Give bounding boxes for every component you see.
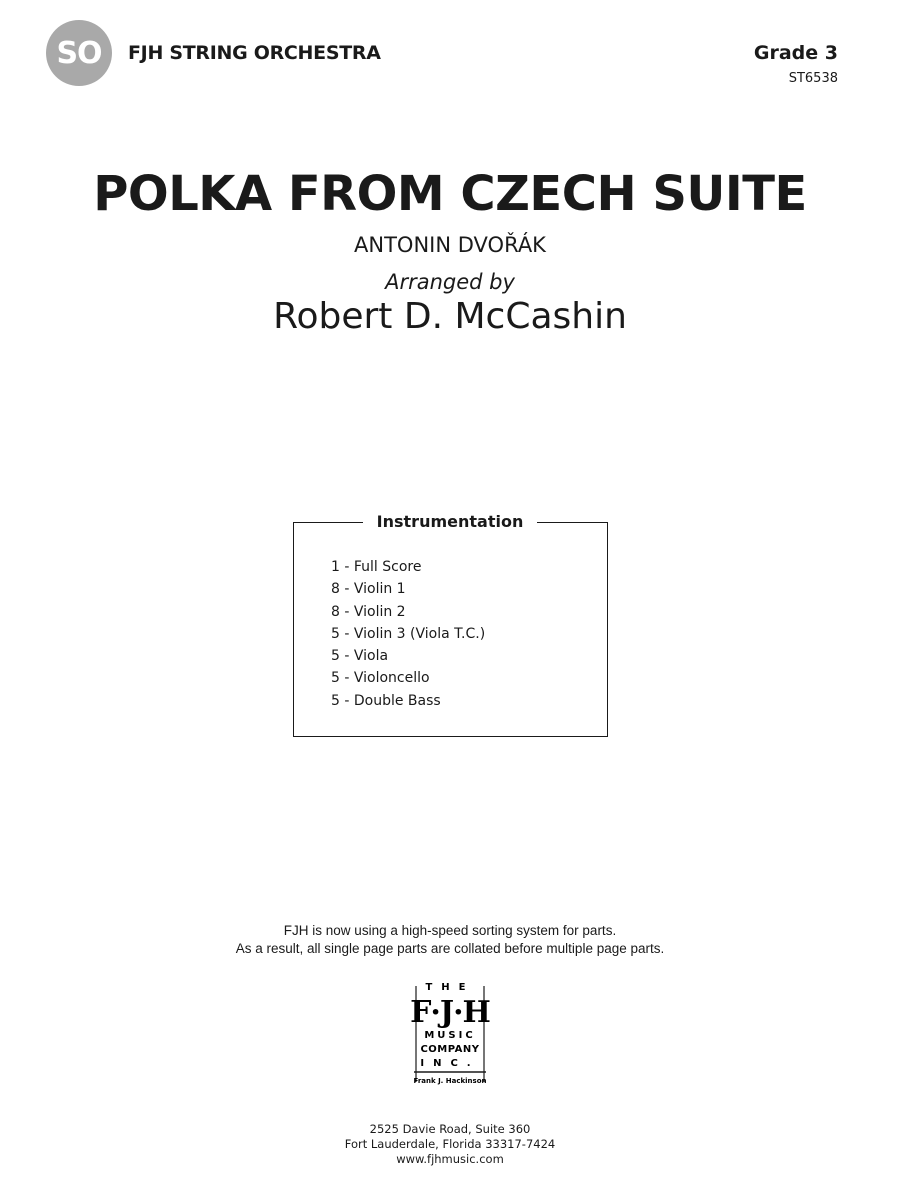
sorting-note-line-1: FJH is now using a high-speed sorting system for parts. [283,923,617,938]
list-item: 8 - Violin 2 [331,603,406,620]
page-title: POLKA FROM CZECH SUITE [93,166,807,222]
series-logo [46,20,112,86]
grade-label: Grade 3 [753,42,838,64]
list-item: 5 - Violoncello [331,670,430,687]
arranger-name: Robert D. McCashin [273,296,627,337]
list-item: 5 - Viola [331,648,389,665]
instrumentation-list [331,556,485,712]
composer-name: ANTONIN DVOŘÁK [354,233,546,257]
arranged-by-label: Arranged by [385,270,515,294]
address-city: Fort Lauderdale, Florida 33317-7424 [344,1137,556,1151]
address-street: 2525 Davie Road, Suite 360 [369,1122,531,1136]
series-badge-text: SO [56,35,102,71]
instrumentation-heading: Instrumentation [363,512,538,531]
website-link[interactable]: www.fjhmusic.com [396,1152,504,1166]
list-item: 5 - Violin 3 (Viola T.C.) [331,625,486,642]
sorting-note-line-2: As a result, all single page parts are collated before multiple page parts. [235,941,665,956]
logo-inc: INC. [420,1058,480,1069]
logo-music: MUSIC [424,1030,476,1041]
logo-the: THE [425,982,475,993]
list-item: 1 - Full Score [331,559,422,575]
logo-fjh: F·J·H [410,995,490,1030]
catalog-number: ST6538 [788,71,838,86]
publisher-logo [400,978,500,1110]
series-name: FJH STRING ORCHESTRA [128,42,381,64]
list-item: 5 - Double Bass [331,692,441,709]
list-item: 8 - Violin 1 [331,581,406,598]
logo-signature: Frank J. Hackinson [413,1077,487,1085]
logo-company: COMPANY [420,1044,480,1055]
sorting-note [0,922,900,958]
publisher-address [0,1122,900,1167]
